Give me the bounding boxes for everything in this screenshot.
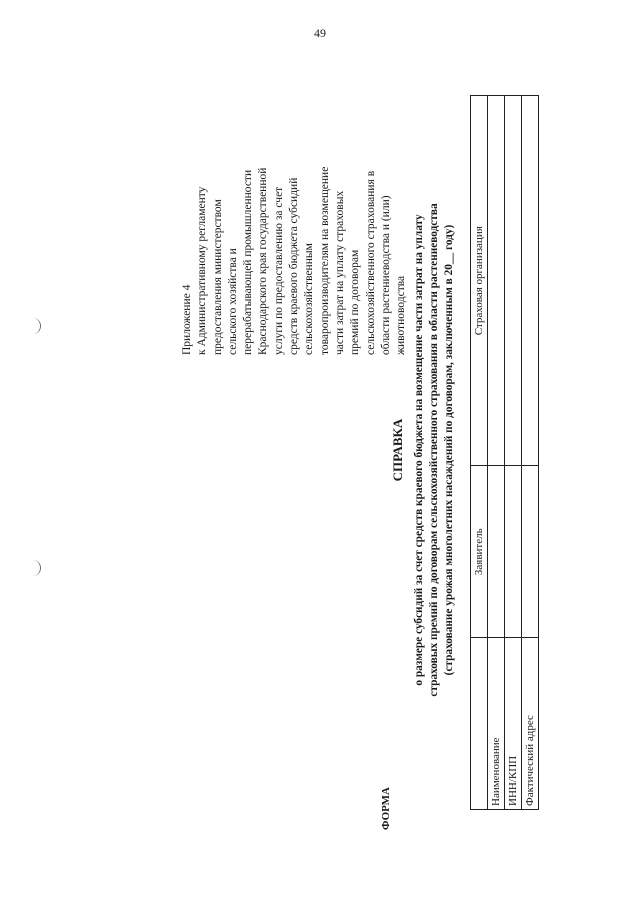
form-label: ФОРМА [380, 787, 392, 830]
row-label: Фактический адрес [522, 638, 539, 810]
appendix-note [180, 95, 409, 355]
appendix-line: сельского хозяйства и [226, 248, 239, 355]
appendix-line: услуги по предоставлению за счет [272, 186, 285, 355]
appendix-line: перерабатывающей промышленности [242, 169, 255, 355]
appendix-line: средств краевого бюджета субсидий [288, 177, 301, 355]
appendix-line: к Административному регламенту [196, 186, 209, 355]
table-header-cell [471, 638, 488, 810]
table-row [488, 96, 505, 810]
table-cell [522, 96, 539, 467]
appendix-line: Краснодарского края государственной [257, 167, 270, 355]
punch-hole-mark [28, 318, 41, 334]
punch-hole-mark [28, 560, 41, 576]
appendix-line: премий по договорам [349, 249, 362, 355]
appendix-line: сельскохозяйственного страхования в [364, 170, 377, 355]
table-header-row [471, 96, 488, 810]
subtitle-line: о размере субсидий за счет средств краевого бюджета на возмещение части затрат на уплату [413, 214, 425, 686]
rotated-document-content [85, 70, 555, 830]
subtitle-line: страховых премий по договорам сельскохозяйственного страхования в области растениеводства [428, 203, 440, 697]
table-header-cell: Страховая организация [471, 96, 488, 467]
table-cell [488, 466, 505, 638]
table-cell [505, 96, 522, 467]
document-title: СПРАВКА [390, 418, 405, 482]
table-cell [488, 96, 505, 467]
appendix-line: области растениеводства и (или) [379, 195, 392, 355]
table-row [522, 96, 539, 810]
title-block [390, 70, 457, 830]
appendix-line: животноводства [395, 275, 408, 355]
appendix-line: предоставления министерством [211, 199, 224, 355]
appendix-line: Приложение 4 [181, 284, 193, 355]
row-label: Наименование [488, 638, 505, 810]
table-cell [505, 466, 522, 638]
table-cell [522, 466, 539, 638]
table-row [505, 96, 522, 810]
table-header-cell: Заявитель [471, 466, 488, 638]
row-label: ИНН/КПП [505, 638, 522, 810]
appendix-line: части затрат на уплату страховых [333, 190, 346, 355]
subtitle-line: (страхование урожая многолетних насаждений по договорам, заключенным в 20__ году) [443, 224, 455, 676]
appendix-line: товаропроизводителям на возмещение [318, 166, 331, 355]
page-number: 49 [314, 26, 326, 40]
info-table [470, 95, 539, 810]
appendix-line: сельскохозяйственным [303, 243, 316, 355]
